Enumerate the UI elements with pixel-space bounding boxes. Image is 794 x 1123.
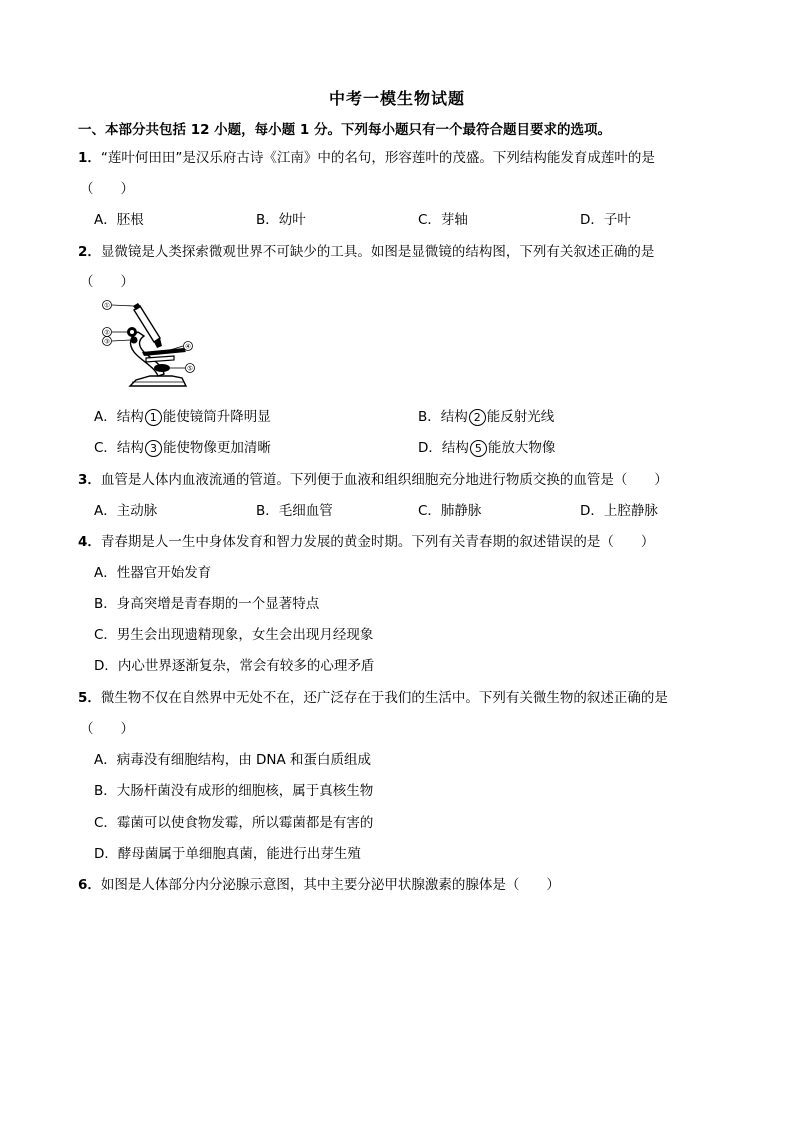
figure-label-5: ⑤ (187, 364, 193, 373)
option-c: C．男生会出现遗精现象，女生会出现月经现象 (94, 627, 374, 643)
option-text: B．结构 (418, 409, 468, 425)
question-text: 微生物不仅在自然界中无处不在，还广泛存在于我们的生活中。下列有关微生物的叙述正确的是 (100, 690, 668, 706)
option-b (418, 405, 554, 426)
question-text: 如图是人体部分内分泌腺示意图，其中主要分泌甲状腺激素的腺体是（ ） (100, 877, 560, 893)
question-number: 1． (78, 150, 101, 166)
question-3 (78, 468, 668, 488)
question-number: 3． (78, 472, 101, 488)
option-text: D．结构 (418, 440, 469, 456)
option-a (94, 405, 271, 426)
question-6 (78, 873, 560, 893)
answer-blank: （ ） (80, 181, 134, 197)
option-d: D．子叶 (580, 212, 631, 228)
answer-blank: （ ） (80, 721, 134, 737)
figure-label-2: ② (104, 328, 110, 337)
option-b: B．身高突增是青春期的一个显著特点 (94, 596, 320, 612)
question-number: 2． (78, 244, 101, 260)
option-d: D．酵母菌属于单细胞真菌，能进行出芽生殖 (94, 846, 361, 862)
figure-label-1: ① (104, 301, 110, 310)
question-2 (78, 240, 654, 260)
option-text: C．结构 (94, 440, 144, 456)
option-text: 能使镜筒升降明显 (162, 409, 271, 425)
question-text: 血管是人体内血液流通的管道。下列便于血液和组织细胞充分地进行物质交换的血管是（ ） (100, 472, 668, 488)
option-text: 能反射光线 (486, 409, 555, 425)
option-c: C．肺静脉 (418, 503, 482, 519)
question-number: 6． (78, 877, 101, 893)
question-text: “莲叶何田田”是汉乐府古诗《江南》中的名句，形容莲叶的茂盛。下列结构能发育成莲叶的是 (100, 150, 655, 166)
question-1 (78, 146, 655, 166)
option-d: D．内心世界逐渐复杂，常会有较多的心理矛盾 (94, 658, 375, 674)
microscope-figure (100, 296, 210, 396)
figure-label-4: ④ (185, 342, 191, 351)
option-a: A．主动脉 (94, 503, 158, 519)
section-heading: 一、本部分共包括 12 小题，每小题 1 分。下列每小题只有一个最符合题目要求的选项。 (78, 122, 611, 138)
option-a: A．病毒没有细胞结构，由 DNA 和蛋白质组成 (94, 752, 372, 768)
option-b: B．大肠杆菌没有成形的细胞核，属于真核生物 (94, 783, 374, 799)
option-d: D．上腔静脉 (580, 503, 658, 519)
question-text: 显微镜是人类探索微观世界不可缺少的工具。如图是显微镜的结构图，下列有关叙述正确的是 (100, 244, 655, 260)
question-number: 4． (78, 534, 101, 550)
circled-number: 3 (145, 440, 162, 457)
option-c: C．霉菌可以使食物发霉，所以霉菌都是有害的 (94, 815, 374, 831)
option-text: A．结构 (94, 409, 144, 425)
circled-number: 2 (469, 409, 486, 426)
option-c (94, 436, 271, 457)
question-number: 5． (78, 690, 101, 706)
option-c: C．芽轴 (418, 212, 468, 228)
circled-number: 1 (145, 409, 162, 426)
option-b: B．幼叶 (256, 212, 306, 228)
option-a: A．性器官开始发育 (94, 565, 212, 581)
question-4 (78, 530, 654, 550)
answer-blank: （ ） (80, 274, 134, 290)
question-text: 青春期是人一生中身体发育和智力发展的黄金时期。下列有关青春期的叙述错误的是（ ） (100, 534, 655, 550)
option-a: A．胚根 (94, 212, 144, 228)
option-b: B．毛细血管 (256, 503, 333, 519)
question-5 (78, 686, 668, 706)
figure-label-3: ③ (104, 337, 110, 346)
option-text: 能放大物像 (487, 440, 556, 456)
circled-number: 5 (470, 440, 487, 457)
option-d (418, 436, 555, 457)
option-text: 能使物像更加清晰 (162, 440, 271, 456)
page-title: 中考一模生物试题 (328, 89, 465, 108)
